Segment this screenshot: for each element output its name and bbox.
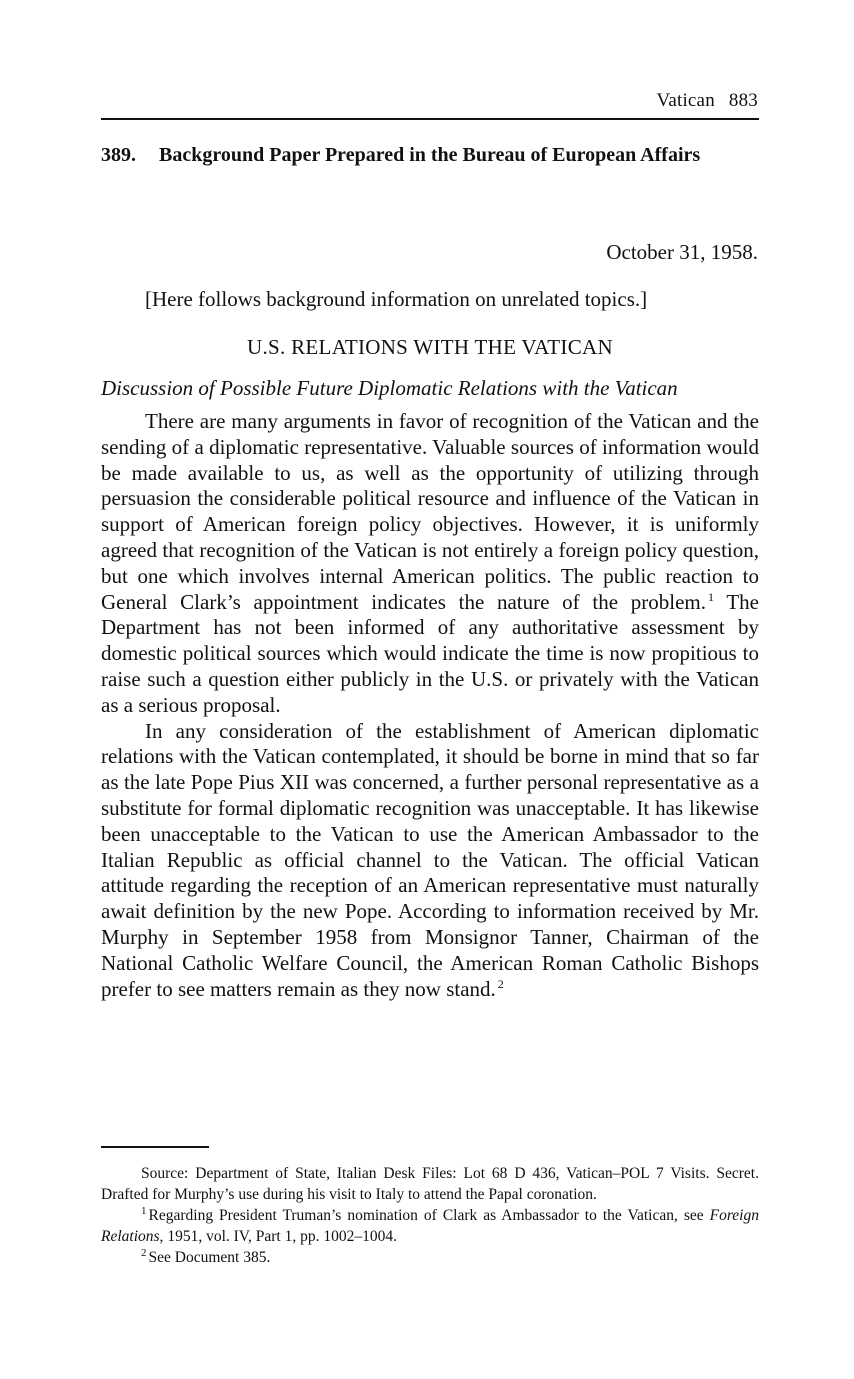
subheading: Discussion of Possible Future Diplomatic Relations with the Vatican [101, 376, 678, 400]
document-title: Background Paper Prepared in the Bureau of European Affairs [159, 144, 701, 166]
footnote-2-text: See Document 385. [148, 1249, 271, 1266]
footnote-2 [101, 1247, 759, 1268]
running-title: Vatican [656, 90, 715, 111]
header-rule [101, 118, 759, 120]
paragraph-1-text-cont: The Department has not been informed of any authoritative assessment by domestic political sources which would indicate the time is now propitious to raise such a question either publicly in the U.S. or privately with the Vatican as a serious proposal. [101, 589, 759, 717]
footnote-2-marker: 2 [141, 1247, 147, 1259]
document-date: October 31, 1958. [606, 240, 758, 264]
document-heading [101, 143, 741, 168]
paragraph-2 [101, 719, 759, 1003]
body-text [101, 409, 759, 1002]
footnote-1-italic-title: Foreign Relations, [101, 1207, 759, 1245]
footnote-1 [101, 1205, 759, 1247]
section-title: U.S. RELATIONS WITH THE VATICAN [247, 335, 613, 359]
source-note: Source: Department of State, Italian Desk Files: Lot 68 D 436, Vatican–POL 7 Visits. Secret. Drafted for Murphy’s use during his visit to Italy to attend the Papal coronation. [101, 1165, 759, 1203]
footnote-1-text-cont: 1951, vol. IV, Part 1, pp. 1002–1004. [163, 1228, 397, 1245]
footnote-rule [101, 1146, 209, 1148]
footnote-ref-1: 1 [708, 589, 714, 604]
paragraph-1 [101, 409, 759, 719]
editorial-note: [Here follows background information on unrelated topics.] [145, 287, 648, 311]
document-number: 389. [101, 144, 136, 166]
running-head [657, 90, 758, 112]
footnote-1-marker: 1 [141, 1205, 147, 1217]
footnotes [101, 1163, 759, 1268]
paragraph-2-text: In any consideration of the establishment of American diplomatic relations with the Vatican contemplated, it should be borne in mind that so far as the late Pope Pius XII was concerned, a further personal representative as a substitute for formal diplomatic recognition was unacceptable. It has likewise been unacceptable to the Vatican to use the American Ambassador to the Italian Republic as official channel to the Vatican. The official Vatican attitude regarding the reception of an American representative must naturally await definition by the new Pope. According to information received by Mr. Murphy in September 1958 from Monsignor Tanner, Chairman of the National Catholic Welfare Council, the American Roman Catholic Bishops prefer to see matters remain as they now stand. [101, 718, 759, 1001]
page-number: 883 [728, 90, 758, 111]
footnote-1-text: Regarding President Truman’s nomination of Clark as Ambassador to the Vatican, see [148, 1207, 710, 1224]
footnote-ref-2: 2 [497, 976, 504, 991]
paragraph-1-text: There are many arguments in favor of recognition of the Vatican and the sending of a diplomatic representative. Valuable sources of information would be made available to us, as well as the opportunity of utilizing through persuasion the considerable political resource and influence of the Vatican in support of American foreign policy objectives. However, it is uniformly agreed that recognition of the Vatican is not entirely a foreign policy question, but one which involves internal American politics. The public reaction to General Clark’s appointment indicates the nature of the problem. [101, 409, 759, 614]
